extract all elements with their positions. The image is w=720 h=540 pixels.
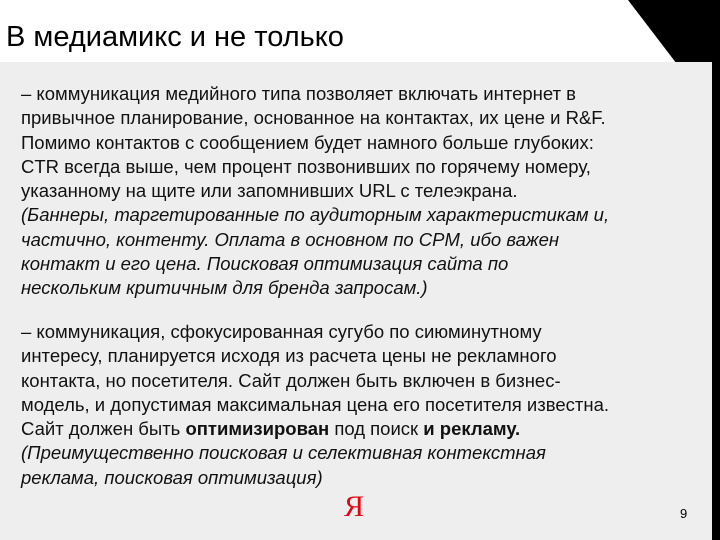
paragraph-line: интересу, планируется исходя из расчета цены не рекламного xyxy=(21,345,557,367)
paragraph-italic-line: частично, контенту. Оплата в основном по CPM, ибо важен xyxy=(21,228,560,250)
paragraph-line: – коммуникация медийного типа позволяет включать интернет в xyxy=(21,83,577,104)
paragraph-line: CTR всегда выше, чем процент позвонивших по горячему номеру, xyxy=(21,155,591,177)
paragraph-line-with-emphasis xyxy=(21,417,701,441)
paragraph-line: Помимо контактов с сообщением будет намного больше глубоких: xyxy=(21,131,594,153)
emphasis-advertising: и рекламу. xyxy=(423,418,521,440)
paragraph-line: модель, и допустимая максимальная цена его посетителя известна. xyxy=(21,393,610,415)
paragraph-italic-line: (Преимущественно поисковая и селективная контекстная xyxy=(21,442,546,464)
emphasis-optimized: оптимизирован xyxy=(185,418,330,440)
yandex-logo: Я xyxy=(344,490,365,523)
paragraph-italic-line: реклама, поисковая оптимизация) xyxy=(21,466,323,488)
paragraph-italic-line: (Баннеры, таргетированные по аудиторным характеристикам и, xyxy=(21,204,610,226)
text-segment: Сайт должен быть xyxy=(21,418,186,440)
paragraph-italic-line: нескольким критичным для бренда запросам.) xyxy=(21,277,428,299)
paragraph-media-communication xyxy=(21,82,701,301)
paragraph-line: контакта, но посетителя. Сайт должен быть включен в бизнес- xyxy=(21,369,561,391)
slide-title: В медиамикс и не только xyxy=(6,21,344,53)
paragraph-line: указанному на щите или запомнивших URL с телеэкрана. xyxy=(21,180,518,202)
paragraph-line: привычное планирование, основанное на контактах, их цене и R&F. xyxy=(21,107,606,129)
paragraph-line: – коммуникация, сфокусированная сугубо по сиюминутному xyxy=(21,321,542,342)
text-segment: под поиск xyxy=(329,418,424,440)
paragraph-focused-communication xyxy=(21,320,701,490)
paragraph-italic-line: контакт и его цена. Поисковая оптимизация сайта по xyxy=(21,253,509,275)
page-number: 9 xyxy=(680,506,688,521)
